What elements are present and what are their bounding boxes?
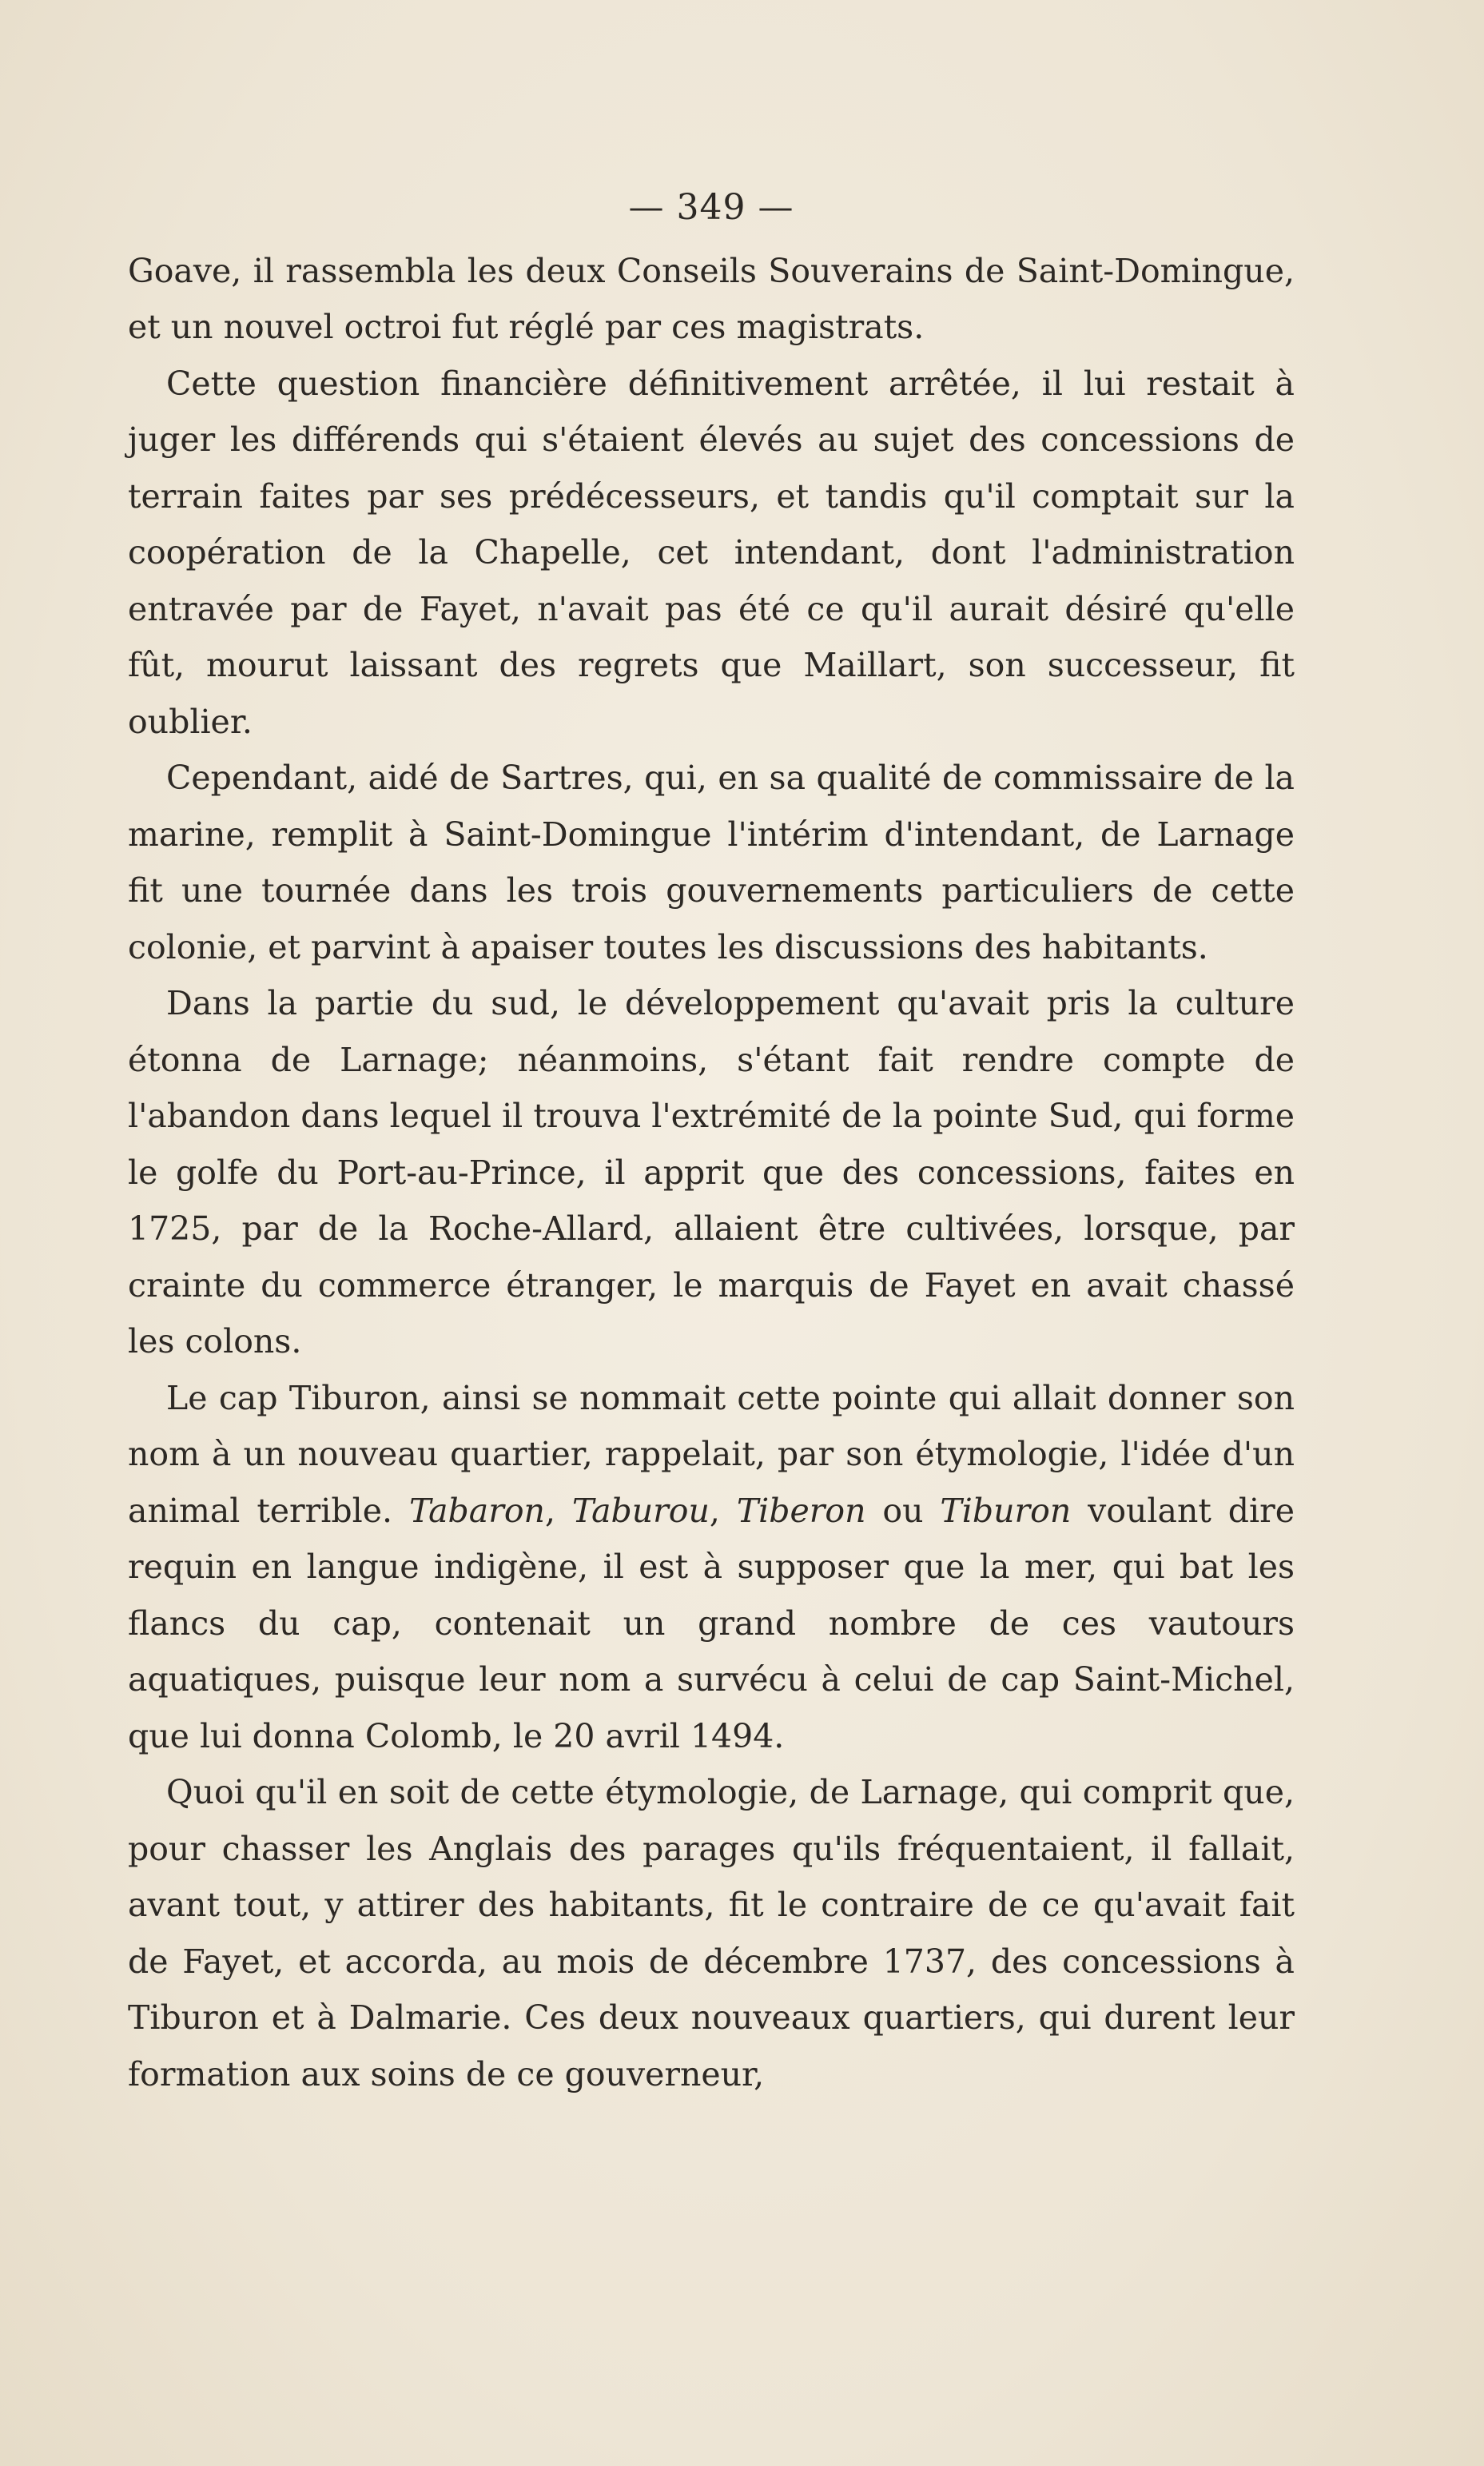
- paragraph-5-sep-1: ,: [544, 1491, 572, 1530]
- term-tabaron: Tabaron: [408, 1491, 545, 1530]
- paragraph-5-text-b: voulant dire requin en langue indigène, il est à supposer que la mer, qui bat les flancs du cap, contenait un grand nombre de ces vautours aquatiques, puisque leur nom a survécu à celui de cap Saint-Michel, que lui donna Colomb, le 20 avril 1494.: [128, 1491, 1295, 1755]
- paragraph-5: [128, 1370, 1295, 1765]
- paragraph-4: Dans la partie du sud, le développement qu'avait pris la culture étonna de Larnage; néanmoins, s'étant fait rendre compte de l'abandon dans lequel il trouva l'extrémité de la pointe Sud, qui forme le golfe du Port-au-Prince, il apprit que des concessions, faites en 1725, par de la Roche-Allard, allaient être cultivées, lorsque, par crainte du commerce étranger, le marquis de Fayet en avait chassé les colons.: [128, 984, 1295, 1360]
- page-text: [128, 180, 1295, 2102]
- paragraph-5-text-a: Le cap Tiburon, ainsi se nommait cette pointe qui allait donner son nom à un nouveau quartier, rappelait, par son étymologie, l'idée d'un animal terrible.: [128, 1378, 1295, 1530]
- paragraph-1: Goave, il rassembla les deux Conseils Souverains de Saint-Domingue, et un nouvel octroi fut réglé par ces magistrats.: [128, 251, 1295, 346]
- paragraph-3: Cependant, aidé de Sartres, qui, en sa qualité de commissaire de la marine, remplit à Saint-Domingue l'intérim d'intendant, de Larnage fit une tournée dans les trois gouvernements particuliers de cette colonie, et parvint à apaiser toutes les discussions des habitants.: [128, 759, 1295, 966]
- paragraph-5-sep-2: ,: [709, 1491, 737, 1530]
- term-tiburon: Tiburon: [940, 1491, 1072, 1530]
- paragraph-2: Cette question financière définitivement arrêtée, il lui restait à juger les différends qui s'étaient élevés au sujet des concessions de terrain faites par ses prédécesseurs, et tandis qu'il comptait sur la coopération de la Chapelle, cet intendant, dont l'administration entravée par de Fayet, n'avait pas été ce qu'il aurait désiré qu'elle fût, mourut laissant des regrets que Maillart, son successeur, fit oublier.: [128, 364, 1295, 741]
- term-tiberon: Tiberon: [736, 1491, 866, 1530]
- paragraph-5-sep-3: ou: [865, 1491, 941, 1530]
- page-number: — 349 —: [628, 187, 794, 228]
- term-taburou: Taburou: [571, 1491, 710, 1530]
- paragraph-6: Quoi qu'il en soit de cette étymologie, de Larnage, qui comprit que, pour chasser les Anglais des parages qu'ils fréquentaient, il fallait, avant tout, y attirer des habitants, fit le contraire de ce qu'avait fait de Fayet, et accorda, au mois de décembre 1737, des concessions à Tiburon et à Dalmarie. Ces deux nouveaux quartiers, qui durent leur formation aux soins de ce gouverneur,: [128, 1773, 1295, 2094]
